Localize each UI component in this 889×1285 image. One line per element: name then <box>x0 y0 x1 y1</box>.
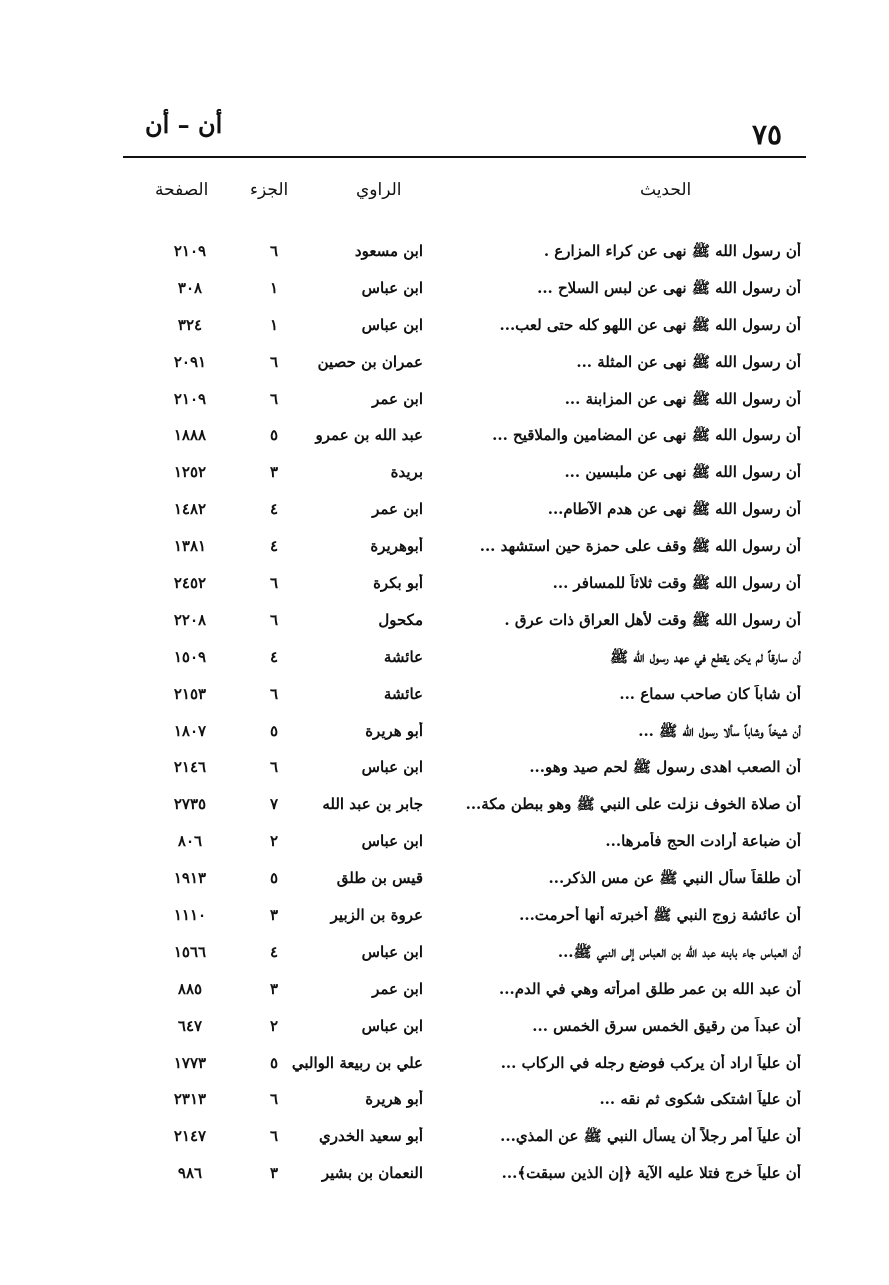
table-row <box>0 382 889 419</box>
page-number-cell: ٩٨٦ <box>177 1164 203 1183</box>
narrator-name: ابن عباس <box>361 278 423 297</box>
page-number-cell: ٢٠٩١ <box>173 352 207 371</box>
volume-number: ٤ <box>269 942 279 961</box>
page-number-cell: ٨٠٦ <box>177 832 203 851</box>
narrator-name: عائشة <box>383 647 423 666</box>
volume-number: ٥ <box>269 426 279 445</box>
volume-number: ٦ <box>269 758 279 777</box>
narrator-name: عبد الله بن عمرو <box>315 426 423 445</box>
volume-number: ٧ <box>269 795 279 814</box>
hadith-text: أن ضباعة أرادت الحج فأمرها... <box>605 832 801 851</box>
table-row <box>0 271 889 308</box>
narrator-name: أبو بكرة <box>373 574 423 593</box>
narrator-name: مكحول <box>378 610 423 629</box>
hadith-text: أن رسول الله ﷺ نهى عن المثلة ... <box>576 352 801 371</box>
narrator-name: قيس بن طلق <box>336 869 423 888</box>
table-row <box>0 603 889 640</box>
narrator-name: عائشة <box>383 684 423 703</box>
volume-number: ٣ <box>269 1164 279 1183</box>
narrator-name: ابن عمر <box>372 500 423 519</box>
table-row <box>0 935 889 972</box>
volume-number: ٥ <box>269 721 279 740</box>
page-number-cell: ٨٨٥ <box>177 979 203 998</box>
table-row <box>0 234 889 271</box>
hadith-index-table <box>0 234 889 1193</box>
hadith-text: أن علياً خرج فتلا عليه الآية ﴿إن الذين سبقت﴾... <box>501 1164 801 1183</box>
column-header-volume: الجزء <box>250 180 289 200</box>
page-number: ٧٥ <box>752 118 783 151</box>
volume-number: ٢ <box>269 832 279 851</box>
volume-number: ٣ <box>269 906 279 925</box>
page-number-cell: ٣٢٤ <box>177 315 203 334</box>
volume-number: ١ <box>269 315 279 334</box>
hadith-text: أن عائشة زوج النبي ﷺ أخبرته أنها أحرمت... <box>519 906 801 925</box>
hadith-text: أن علياً اراد أن يركب فوضع رجله في الركاب ... <box>500 1053 801 1072</box>
table-row <box>0 824 889 861</box>
narrator-name: أبو سعيد الخدري <box>318 1127 423 1146</box>
table-row <box>0 1119 889 1156</box>
narrator-name: ابن عباس <box>361 315 423 334</box>
table-row <box>0 1009 889 1046</box>
page-number-cell: ٢٣١٣ <box>173 1090 207 1109</box>
narrator-name: ابن عباس <box>361 832 423 851</box>
column-header-narrator: الراوي <box>356 180 402 200</box>
hadith-text: أن رسول الله ﷺ نهى عن ملبسين ... <box>564 463 801 482</box>
hadith-text: أن العباس جاء بابنه عبد الله بن العباس إلى النبي ﷺ... <box>557 942 801 961</box>
volume-number: ٦ <box>269 1127 279 1146</box>
volume-number: ٦ <box>269 684 279 703</box>
page-number-cell: ٢١٤٦ <box>173 758 207 777</box>
hadith-text: أن علياً أمر رجلاً أن يسأل النبي ﷺ عن المذي... <box>500 1127 801 1146</box>
table-row <box>0 1156 889 1193</box>
table-row <box>0 677 889 714</box>
table-row <box>0 1082 889 1119</box>
table-row <box>0 566 889 603</box>
hadith-text: أن رسول الله ﷺ نهى عن هدم الآطام... <box>547 500 801 519</box>
page-number-cell: ٢١٠٩ <box>173 242 207 260</box>
hadith-text: أن عبد الله بن عمر طلق امرأته وهي في الدم... <box>499 979 801 998</box>
page-number-cell: ٣٠٨ <box>177 278 203 297</box>
page-number-cell: ١٣٨١ <box>173 537 207 556</box>
narrator-name: ابن عباس <box>361 758 423 777</box>
narrator-name: أبو هريرة <box>365 721 423 740</box>
table-row <box>0 529 889 566</box>
page-number-cell: ٢٢٠٨ <box>173 610 207 629</box>
hadith-text: أن رسول الله ﷺ وقت لأهل العراق ذات عرق . <box>504 610 801 629</box>
table-row <box>0 861 889 898</box>
hadith-text: أن شاباً كان صاحب سماع ... <box>619 684 801 703</box>
volume-number: ٣ <box>269 979 279 998</box>
volume-number: ٦ <box>269 352 279 371</box>
hadith-text: أن رسول الله ﷺ نهى عن اللهو كله حتى لعب... <box>499 315 801 334</box>
volume-number: ٤ <box>269 647 279 666</box>
volume-number: ٥ <box>269 869 279 888</box>
volume-number: ٦ <box>269 389 279 408</box>
narrator-name: جابر بن عبد الله <box>322 795 423 814</box>
narrator-name: ابن مسعود <box>354 242 423 260</box>
table-row <box>0 714 889 751</box>
hadith-text: أن سارقاً لم يكن يقطع في عهد رسول الله ﷺ <box>609 647 801 666</box>
volume-number: ٦ <box>269 1090 279 1109</box>
page-number-cell: ٢١٠٩ <box>173 389 207 408</box>
table-row <box>0 308 889 345</box>
narrator-name: ابن عمر <box>372 979 423 998</box>
narrator-name: ابن عمر <box>372 389 423 408</box>
hadith-text: أن رسول الله ﷺ وقف على حمزة حين استشهد ... <box>479 537 801 556</box>
page-number-cell: ١٥٦٦ <box>173 942 207 961</box>
page-number-cell: ٢٤٥٢ <box>173 574 207 593</box>
table-row <box>0 640 889 677</box>
volume-number: ٦ <box>269 574 279 593</box>
narrator-name: أبوهريرة <box>370 537 423 556</box>
page-number-cell: ١٢٥٢ <box>173 463 207 482</box>
table-row <box>0 898 889 935</box>
table-row <box>0 787 889 824</box>
volume-number: ٤ <box>269 500 279 519</box>
hadith-text: أن رسول الله ﷺ نهى عن المضامين والملاقيح ... <box>492 426 801 445</box>
page-number-cell: ١٥٠٩ <box>173 647 207 666</box>
hadith-text: أن رسول الله ﷺ نهى عن لبس السلاح ... <box>537 278 801 297</box>
table-row <box>0 1046 889 1083</box>
narrator-name: علي بن ربيعة الوالبي <box>291 1053 423 1072</box>
volume-number: ٥ <box>269 1053 279 1072</box>
volume-number: ٤ <box>269 537 279 556</box>
hadith-text: أن الصعب اهدى رسول ﷺ لحم صيد وهو... <box>529 758 801 777</box>
hadith-text: أن طلقاً سأل النبي ﷺ عن مس الذكر... <box>548 869 801 888</box>
volume-number: ٢ <box>269 1016 279 1035</box>
narrator-name: أبو هريرة <box>365 1090 423 1109</box>
table-row <box>0 750 889 787</box>
hadith-text: أن علياً اشتكى شكوى ثم نقه ... <box>599 1090 801 1109</box>
narrator-name: بريدة <box>390 463 423 482</box>
page-number-cell: ١٧٧٣ <box>173 1053 207 1072</box>
hadith-text: أن رسول الله ﷺ نهى عن كراء المزارع . <box>543 242 801 260</box>
page-number-cell: ١٤٨٢ <box>173 500 207 519</box>
hadith-text: أن رسول الله ﷺ وقت ثلاثاً للمسافر ... <box>552 574 801 593</box>
table-row <box>0 492 889 529</box>
volume-number: ٣ <box>269 463 279 482</box>
page-number-cell: ٦٤٧ <box>177 1016 203 1035</box>
page-number-cell: ٢٧٣٥ <box>173 795 207 814</box>
hadith-text: أن عبداً من رقيق الخمس سرق الخمس ... <box>532 1016 801 1035</box>
table-row <box>0 418 889 455</box>
narrator-name: عمران بن حصين <box>317 352 423 371</box>
hadith-text: أن رسول الله ﷺ نهى عن المزابنة ... <box>564 389 801 408</box>
narrator-name: النعمان بن بشير <box>321 1164 423 1183</box>
table-row <box>0 972 889 1009</box>
page-number-cell: ١١١٠ <box>173 906 207 925</box>
page-number-cell: ٢١٤٧ <box>173 1127 207 1146</box>
page-number-cell: ١٨٨٨ <box>173 426 207 445</box>
table-row <box>0 455 889 492</box>
volume-number: ١ <box>269 278 279 297</box>
narrator-name: ابن عباس <box>361 1016 423 1035</box>
hadith-text: أن شيخاً وشاباً سألا رسول الله ﷺ ... <box>638 721 801 740</box>
hadith-text: أن صلاة الخوف نزلت على النبي ﷺ وهو ببطن مكة... <box>465 795 801 814</box>
page-number-cell: ١٨٠٧ <box>173 721 207 740</box>
column-header-hadith: الحديث <box>640 180 692 200</box>
page-number-cell: ٢١٥٣ <box>173 684 207 703</box>
table-row <box>0 345 889 382</box>
column-header-page: الصفحة <box>155 180 209 200</box>
volume-number: ٦ <box>269 242 279 260</box>
header-rule <box>123 156 806 158</box>
running-title: أن – أن <box>145 110 223 139</box>
narrator-name: عروة بن الزبير <box>330 906 423 925</box>
volume-number: ٦ <box>269 610 279 629</box>
page-number-cell: ١٩١٣ <box>173 869 207 888</box>
narrator-name: ابن عباس <box>361 942 423 961</box>
